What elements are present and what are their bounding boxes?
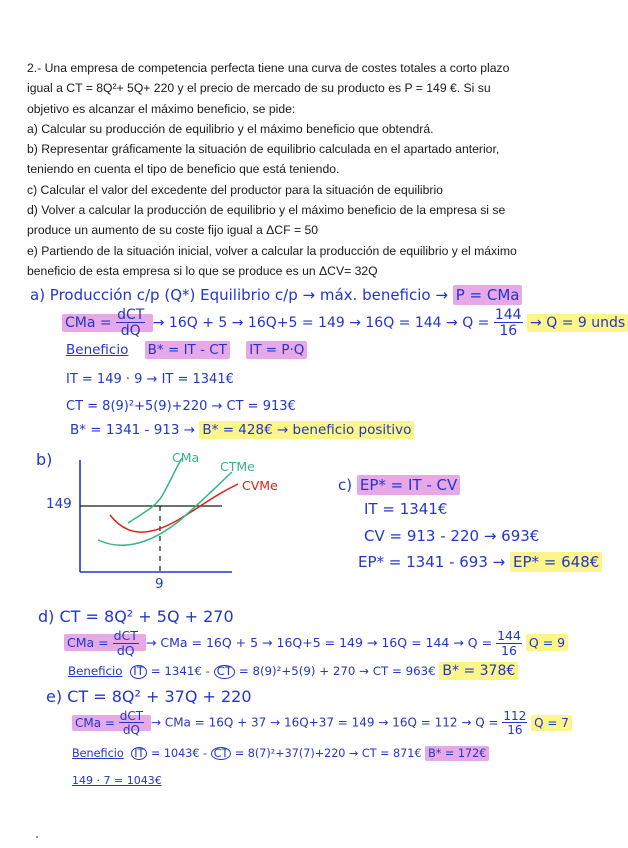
fraction-numerator: dCT [117, 307, 145, 323]
beneficio-formula: B* = IT - CT [145, 341, 230, 359]
it-symbol: IT [131, 747, 147, 760]
ct-value: = 8(9)²+5(9) + 270 → CT = 963€ [238, 664, 436, 678]
cma-definition [64, 628, 146, 658]
fraction-numerator: dCT [113, 628, 138, 643]
ep-formula: EP* = IT - CV [357, 475, 460, 495]
problem-line: beneficio de esta empresa si lo que se produce es un ΔCV= 32Q [27, 263, 378, 278]
price-tick-label: 149 [46, 496, 72, 512]
cma-label: CMa = [75, 715, 115, 730]
problem-line: objetivo es alcanzar el máximo beneficio, se pide: [27, 101, 296, 116]
part-e-it-note: 149 · 7 = 1043€ [72, 774, 162, 787]
ct-value: = 8(7)²+37(7)+220 → CT = 871€ [234, 747, 422, 760]
cma-definition [72, 709, 151, 737]
problem-line: a) Calcular su producción de equilibrio y el máximo beneficio que obtendrá. [27, 121, 434, 136]
part-e-beneficio [72, 747, 489, 760]
cma-derivation: → CMa = 16Q + 5 → 16Q+5 = 149 → 16Q = 144 → Q = [145, 635, 493, 650]
q-result: → Q = 9 unds [527, 314, 628, 332]
beneficio-label: Beneficio [66, 342, 129, 358]
part-d-beneficio [68, 664, 518, 679]
q-fraction [496, 630, 522, 657]
benefit-result: B* = 172€ [425, 746, 489, 761]
cma-label: CMa = [67, 635, 109, 650]
ep-result: EP* = 648€ [510, 552, 602, 572]
part-a-heading-text: a) Producción c/p (Q*) Equilibrio c/p → máx. beneficio → [30, 286, 448, 304]
part-e-derivation [72, 710, 572, 736]
problem-line: 2.- Una empresa de competencia perfecta tiene una curva de costes totales a corto plazo [27, 61, 510, 75]
quantity-tick-label: 9 [155, 576, 164, 592]
ep-calculation: EP* = 1341 - 693 → [358, 553, 506, 571]
benefit-result: B* = 428€ → beneficio positivo [199, 421, 414, 439]
derivative-fraction [113, 630, 139, 657]
q-result: Q = 9 [526, 634, 568, 651]
q-result: Q = 7 [531, 715, 572, 731]
cma-label: CMa = [65, 315, 112, 331]
part-c-cv: CV = 913 - 220 → 693€ [364, 527, 540, 545]
problem-line: b) Representar gráficamente la situación de equilibrio calculada en el apartado anterior, [27, 142, 500, 157]
problem-line: e) Partiendo de la situación inicial, volver a calcular la producción de equilibrio y el máximo [27, 243, 517, 258]
fraction-numerator: 144 [497, 628, 521, 643]
ct-symbol: CT [211, 747, 232, 760]
equilibrium-condition: P = CMa [453, 285, 523, 305]
part-c-ep [358, 555, 602, 570]
fraction-numerator: dCT [119, 709, 144, 723]
beneficio-label: Beneficio [68, 664, 123, 678]
part-e-ct: e) CT = 8Q² + 37Q + 220 [46, 687, 252, 706]
fraction-numerator: 144 [494, 307, 522, 323]
part-b-label: b) [36, 450, 53, 469]
it-calculation: IT = 149 · 9 → IT = 1341€ [66, 372, 234, 387]
fraction-denominator: 16 [501, 642, 517, 658]
cma-curve-label: CMa [172, 450, 200, 465]
problem-line: d) Volver a calcular la producción de equilibrio y el máximo beneficio de la empresa si se [27, 203, 506, 218]
benefit-result: B* = 378€ [439, 662, 518, 680]
derivative-fraction [119, 710, 144, 736]
fraction-denominator: dQ [116, 642, 135, 658]
ct-symbol: CT [214, 665, 235, 679]
part-c-label: c) [338, 476, 353, 494]
cma-curve [128, 458, 182, 523]
it-value: = 1043€ - [150, 747, 208, 760]
it-value: = 1341€ - [150, 664, 210, 678]
it-symbol: IT [130, 665, 147, 679]
part-d-ct: d) CT = 8Q² + 5Q + 270 [38, 607, 234, 626]
part-d-derivation [64, 630, 568, 657]
cma-derivation: → CMa = 16Q + 37 → 16Q+37 = 149 → 16Q = 112 → Q = [150, 715, 499, 730]
benefit-calculation: B* = 1341 - 913 → [70, 422, 196, 438]
fraction-numerator: 112 [503, 709, 527, 723]
page-speck [36, 836, 38, 838]
problem-line: igual a CT = 8Q²+ 5Q+ 220 y el precio de mercado de su producto es P = 149 €. Si su [27, 81, 491, 96]
part-c-formula [338, 478, 460, 493]
problem-line: c) Calcular el valor del excedente del productor para la situación de equilibrio [27, 182, 443, 197]
part-c-it: IT = 1341€ [364, 500, 448, 518]
fraction-denominator: 16 [499, 323, 518, 339]
fraction-denominator: 16 [507, 723, 523, 737]
ct-calculation: CT = 8(9)²+5(9)+220 → CT = 913€ [66, 399, 296, 414]
cma-derivation: → 16Q + 5 → 16Q+5 = 149 → 16Q = 144 → Q = [152, 315, 490, 331]
beneficio-label: Beneficio [72, 747, 124, 760]
problem-line: teniendo en cuenta el tipo de beneficio que está teniendo. [27, 162, 340, 177]
cvme-curve-label: CVMe [242, 478, 278, 493]
it-formula: IT = P·Q [246, 341, 307, 359]
q-fraction [502, 710, 527, 736]
problem-line: produce un aumento de su coste fijo igual a ΔCF = 50 [27, 223, 319, 238]
ctme-curve [98, 472, 232, 545]
fraction-denominator: dQ [120, 323, 141, 339]
ctme-curve-label: CTMe [220, 459, 255, 474]
fraction-denominator: dQ [122, 723, 140, 737]
